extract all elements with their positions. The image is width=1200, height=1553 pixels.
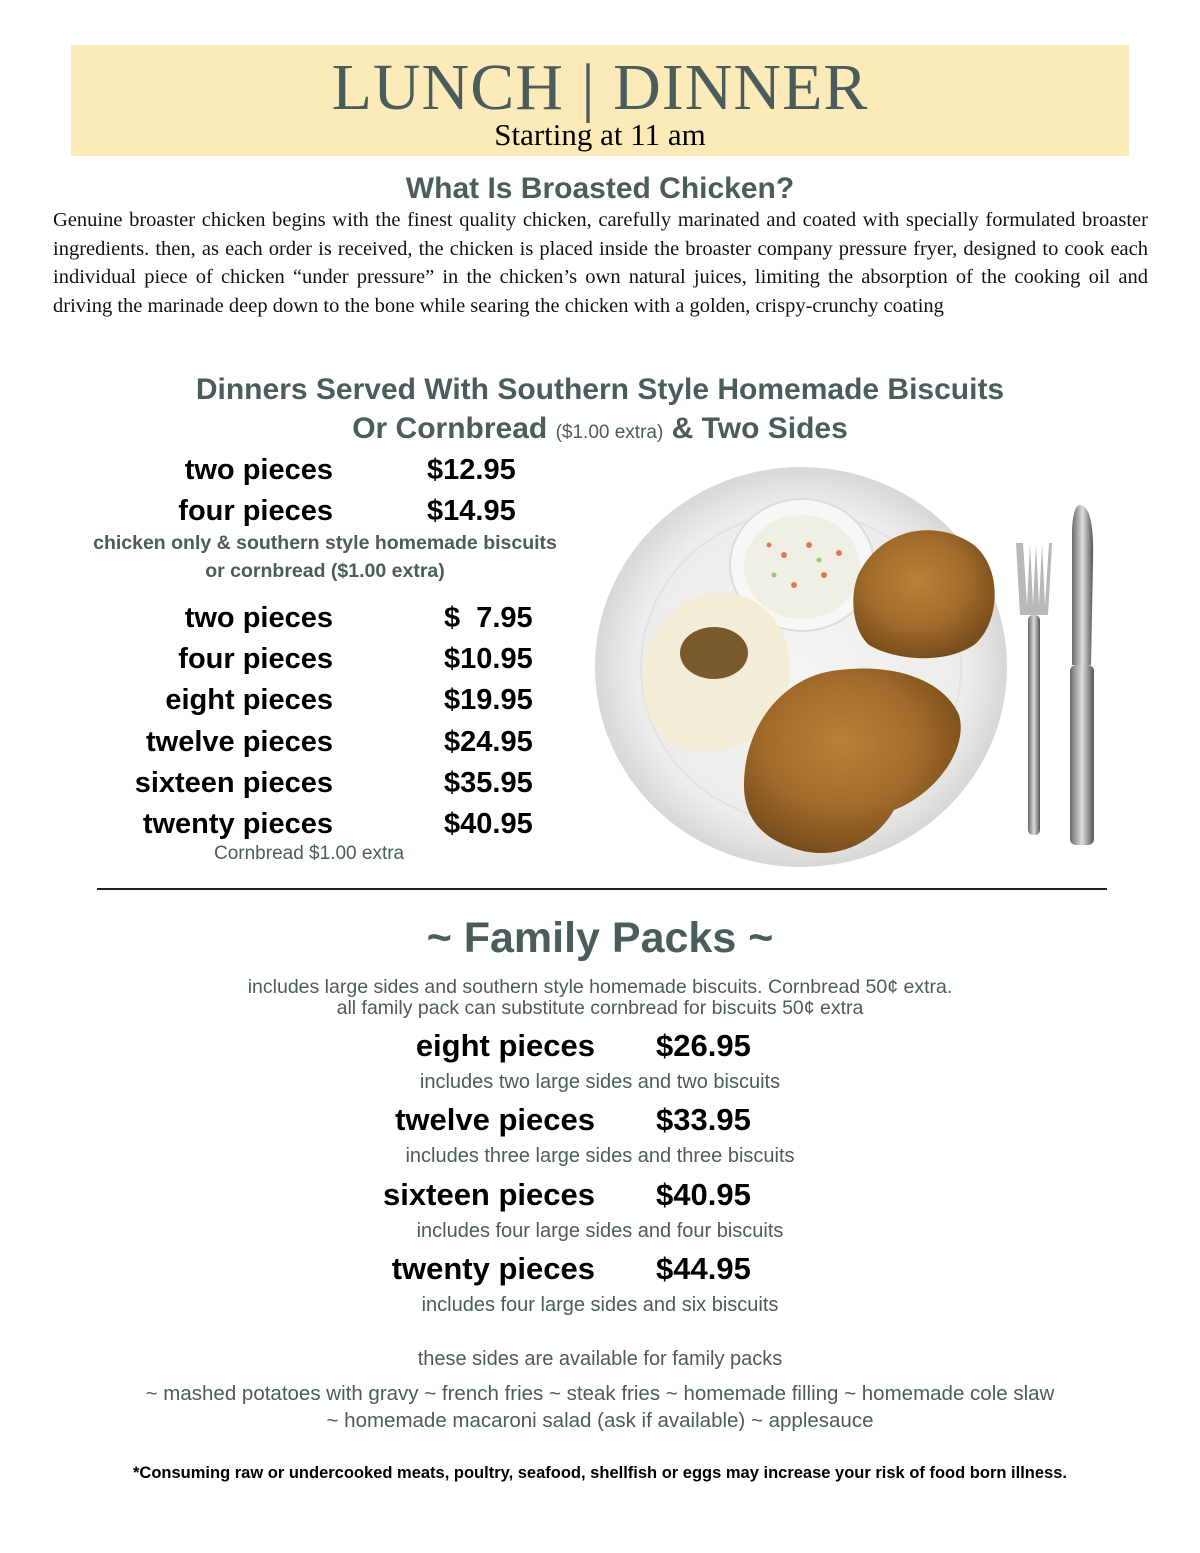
item-label: two pieces	[184, 454, 333, 486]
sides-list: ~ homemade macaroni salad (ask if available) ~ applesauce	[326, 1409, 874, 1432]
family-pack-row	[0, 1100, 1200, 1140]
dinners-heading-line1: Dinners Served With Southern Style Homemade Biscuits	[195, 373, 1005, 406]
chicken-only-note	[60, 529, 590, 585]
note-line: chicken only & southern style homemade biscuits	[93, 532, 557, 554]
dinner-row	[0, 493, 516, 529]
chicken-only-row	[0, 682, 533, 718]
item-label: eight pieces	[415, 1028, 595, 1063]
item-price: $ 7.95	[444, 602, 533, 634]
item-label: sixteen pieces	[134, 767, 333, 799]
family-packs-description: includes large sides and southern style homemade biscuits. Cornbread 50¢ extra.	[247, 976, 953, 998]
heading-part: Or Cornbread	[352, 412, 556, 445]
item-label: twenty pieces	[391, 1251, 595, 1286]
chicken-only-row	[0, 806, 533, 842]
family-packs-heading: ~ Family Packs ~	[426, 914, 774, 962]
chicken-only-row	[0, 600, 533, 636]
item-label: two pieces	[184, 602, 333, 634]
item-price: $44.95	[656, 1251, 751, 1286]
item-label: sixteen pieces	[383, 1177, 595, 1212]
item-label: twenty pieces	[142, 808, 333, 840]
chicken-only-row	[0, 641, 533, 677]
chicken-only-row	[0, 765, 533, 801]
dinners-heading-line2	[0, 409, 1200, 452]
menu-hours: Starting at 11 am	[494, 117, 706, 152]
food-safety-disclaimer: *Consuming raw or undercooked meats, poultry, seafood, shellfish or eggs may increase your risk of food born illness.	[133, 1464, 1067, 1482]
item-price: $10.95	[444, 643, 533, 675]
item-price: $24.95	[444, 726, 533, 758]
family-pack-note: includes four large sides and four biscuits	[416, 1220, 784, 1242]
family-pack-row	[0, 1249, 1200, 1289]
family-pack-note: includes four large sides and six biscuits	[421, 1294, 779, 1316]
cornbread-extra-note: ($1.00 extra)	[555, 422, 664, 443]
family-pack-row	[0, 1175, 1200, 1215]
cornbread-footnote: Cornbread $1.00 extra	[214, 843, 405, 864]
dinners-heading	[0, 370, 1200, 452]
family-pack-row	[0, 1026, 1200, 1066]
heading-part: & Two Sides	[663, 412, 848, 445]
about-heading: What Is Broasted Chicken?	[405, 172, 795, 205]
item-price: $33.95	[656, 1102, 751, 1137]
family-pack-note: includes three large sides and three biscuits	[405, 1145, 795, 1167]
item-price: $12.95	[427, 454, 516, 486]
knife-icon	[1070, 505, 1094, 845]
family-pack-note: includes two large sides and two biscuits	[419, 1071, 781, 1093]
item-price: $40.95	[656, 1177, 751, 1212]
item-label: eight pieces	[165, 684, 333, 716]
note-line: or cornbread ($1.00 extra)	[205, 560, 445, 582]
item-label: twelve pieces	[146, 726, 333, 758]
dinner-row	[0, 452, 516, 488]
chicken-plate-photo	[594, 465, 1134, 875]
item-label: four pieces	[178, 643, 333, 675]
item-label: twelve pieces	[395, 1102, 595, 1137]
header-banner	[71, 45, 1129, 156]
item-price: $26.95	[656, 1028, 751, 1063]
item-price: $14.95	[427, 495, 516, 527]
section-divider	[97, 888, 1107, 890]
item-price: $35.95	[444, 767, 533, 799]
about-description: Genuine broaster chicken begins with the finest quality chicken, carefully marinated and coated with specially formulated broaster ingredients. then, as each order is received, the chicken is placed inside the broaster company pressure fryer, designed to cook each individual piece of chicken “under pressure” in the chicken’s own natural juices, limiting the absorption of the cooking oil and driving the marinade deep down to the bone while searing the chicken with a golden, crispy-crunchy coating	[53, 209, 1148, 317]
sides-heading: these sides are available for family packs	[417, 1348, 783, 1370]
sides-list: ~ mashed potatoes with gravy ~ french fries ~ steak fries ~ homemade filling ~ homemade cole slaw	[145, 1382, 1055, 1405]
item-price: $19.95	[444, 684, 533, 716]
fork-icon	[1016, 543, 1052, 835]
family-packs-description: all family pack can substitute cornbread for biscuits 50¢ extra	[336, 997, 864, 1019]
item-label: four pieces	[178, 495, 333, 527]
item-price: $40.95	[444, 808, 533, 840]
menu-title: LUNCH | DINNER	[331, 51, 869, 124]
chicken-only-row	[0, 724, 533, 760]
